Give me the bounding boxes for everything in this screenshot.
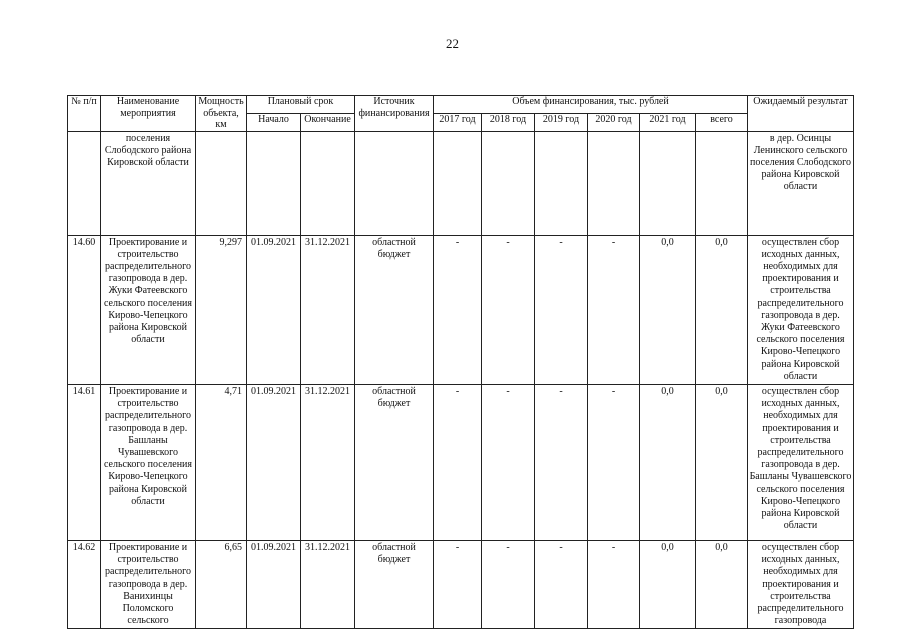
cell-name: поселения Слободского района Кировской области [101,131,196,235]
cell-2020: - [588,384,640,540]
cell-start: 01.09.2021 [247,235,301,384]
cell-end: 31.12.2021 [301,235,355,384]
cell-2020: - [588,540,640,628]
header-row-1 [68,96,854,114]
cell-name: Проектирование и строительство распределительного газопровода в дер. Жуки Фатеевского сельского поселения Кирово-Чепецкого района Кировской области [101,235,196,384]
cell-2018: - [482,540,535,628]
cell-2020 [588,131,640,235]
cell-start [247,131,301,235]
cell-start: 01.09.2021 [247,540,301,628]
cell-power [196,131,247,235]
header-power: Мощность объекта, км [196,96,247,132]
cell-source [355,131,434,235]
header-result: Ожидаемый результат [748,96,854,132]
header-plan-term: Плановый срок [247,96,355,114]
cell-result: осуществлен сбор исходных данных, необходимых для проектирования и строительства распределительного газопровода в дер. Жуки Фатеевского сельского поселения Кирово-Чепецкого района Кировской области [748,235,854,384]
cell-2018 [482,131,535,235]
header-start: Начало [247,113,301,131]
cell-num: 14.60 [68,235,101,384]
cell-2019: - [535,540,588,628]
cell-2021 [640,131,696,235]
cell-end [301,131,355,235]
cell-power: 9,297 [196,235,247,384]
header-2021: 2021 год [640,113,696,131]
cell-2019 [535,131,588,235]
cell-2017 [434,131,482,235]
cell-2017: - [434,384,482,540]
cell-2017: - [434,235,482,384]
cell-2021: 0,0 [640,384,696,540]
cell-2019: - [535,235,588,384]
cell-source: областной бюджет [355,384,434,540]
header-num: № п/п [68,96,101,132]
cell-power: 4,71 [196,384,247,540]
table-row [68,540,854,628]
cell-num: 14.62 [68,540,101,628]
table-row [68,384,854,540]
cell-2018: - [482,235,535,384]
cell-result: осуществлен сбор исходных данных, необходимых для проектирования и строительства распределительного газопровода в дер. Башланы Чувашевского сельского поселения Кирово-Чепецкого района Кировской области [748,384,854,540]
cell-start: 01.09.2021 [247,384,301,540]
cell-end: 31.12.2021 [301,540,355,628]
cell-2020: - [588,235,640,384]
cell-total: 0,0 [696,384,748,540]
header-2020: 2020 год [588,113,640,131]
cell-2017: - [434,540,482,628]
table-row [68,131,854,235]
cell-result: в дер. Осинцы Ленинского сельского поселения Слободского района Кировской области [748,131,854,235]
header-source: Источник финансирования [355,96,434,132]
header-end: Окончание [301,113,355,131]
cell-total: 0,0 [696,235,748,384]
cell-2021: 0,0 [640,540,696,628]
cell-2021: 0,0 [640,235,696,384]
cell-2018: - [482,384,535,540]
funding-table [67,95,854,629]
cell-num [68,131,101,235]
header-funding: Объем финансирования, тыс. рублей [434,96,748,114]
cell-total: 0,0 [696,540,748,628]
cell-2019: - [535,384,588,540]
header-2018: 2018 год [482,113,535,131]
cell-name: Проектирование и строительство распределительного газопровода в дер. Ванихинцы Поломского сельского [101,540,196,628]
header-2019: 2019 год [535,113,588,131]
table-row [68,235,854,384]
page-number: 22 [446,36,459,51]
cell-end: 31.12.2021 [301,384,355,540]
header-2017: 2017 год [434,113,482,131]
cell-name: Проектирование и строительство распределительного газопровода в дер. Башланы Чувашевского сельского поселения Кирово-Чепецкого района Кировской области [101,384,196,540]
header-name: Наименование мероприятия [101,96,196,132]
cell-source: областной бюджет [355,235,434,384]
cell-total [696,131,748,235]
cell-power: 6,65 [196,540,247,628]
cell-num: 14.61 [68,384,101,540]
cell-result: осуществлен сбор исходных данных, необходимых для проектирования и строительства распределительного газопровода [748,540,854,628]
cell-source: областной бюджет [355,540,434,628]
header-total: всего [696,113,748,131]
